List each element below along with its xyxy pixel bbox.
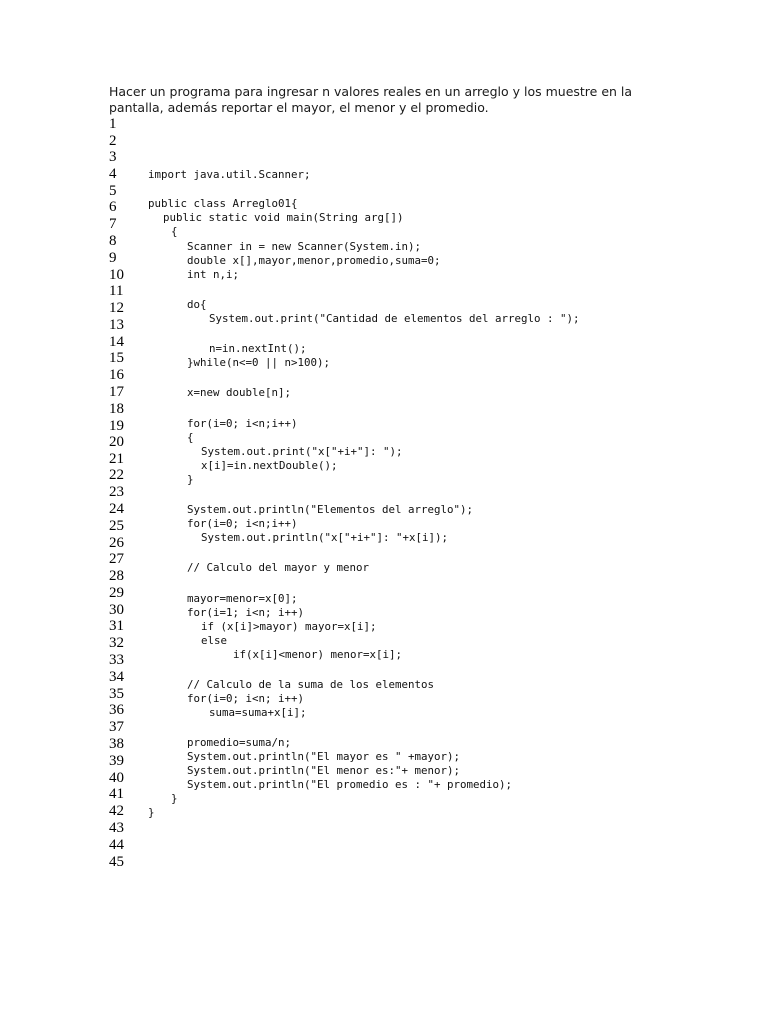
line-number: 40 xyxy=(109,770,124,786)
code-line: for(i=0; i<n;i++) xyxy=(187,517,298,530)
line-number: 35 xyxy=(109,686,124,702)
code-line: int n,i; xyxy=(187,268,240,281)
code-line: }while(n<=0 || n>100); xyxy=(187,356,331,369)
statement-line-2: pantalla, además reportar el mayor, el menor y el promedio. xyxy=(109,100,489,115)
line-number: 15 xyxy=(109,350,124,366)
code-line: } xyxy=(187,473,194,486)
line-number: 13 xyxy=(109,317,124,333)
line-number: 11 xyxy=(109,283,124,299)
code-line: System.out.println("x["+i+"]: "+x[i]); xyxy=(201,531,449,544)
code-line: promedio=suma/n; xyxy=(187,736,292,749)
line-number: 43 xyxy=(109,820,124,836)
code-line: if(x[i]<menor) menor=x[i]; xyxy=(233,648,403,661)
line-number: 16 xyxy=(109,367,124,383)
line-number: 22 xyxy=(109,467,124,483)
code-line: System.out.println("El mayor es " +mayor); xyxy=(187,750,461,763)
line-number: 39 xyxy=(109,753,124,769)
code-line: System.out.print("Cantidad de elementos del arreglo : "); xyxy=(209,312,580,325)
line-number: 21 xyxy=(109,451,124,467)
line-number: 36 xyxy=(109,702,124,718)
statement-line-1: Hacer un programa para ingresar n valores reales en un arreglo y los muestre en la xyxy=(109,84,633,99)
code-line: import java.util.Scanner; xyxy=(148,168,311,181)
line-number: 41 xyxy=(109,786,124,802)
code-line: public static void main(String arg[]) xyxy=(163,211,404,224)
code-line: else xyxy=(201,634,228,647)
code-line: // Calculo de la suma de los elementos xyxy=(187,678,435,691)
code-line: System.out.println("El promedio es : "+ promedio); xyxy=(187,778,513,791)
line-number: 14 xyxy=(109,334,124,350)
line-number: 45 xyxy=(109,854,124,870)
line-number: 26 xyxy=(109,535,124,551)
code-line: for(i=0; i<n;i++) xyxy=(187,417,298,430)
line-number: 2 xyxy=(109,133,117,149)
line-number: 38 xyxy=(109,736,124,752)
line-number: 18 xyxy=(109,401,124,417)
line-number: 23 xyxy=(109,484,124,500)
code-line: x=new double[n]; xyxy=(187,386,292,399)
line-number: 31 xyxy=(109,618,124,634)
line-number: 32 xyxy=(109,635,124,651)
line-number: 44 xyxy=(109,837,124,853)
line-number: 34 xyxy=(109,669,124,685)
line-number: 30 xyxy=(109,602,124,618)
line-number: 17 xyxy=(109,384,124,400)
line-number: 33 xyxy=(109,652,124,668)
line-number: 4 xyxy=(109,166,117,182)
line-number: 5 xyxy=(109,183,117,199)
line-number: 3 xyxy=(109,149,117,165)
code-line: } xyxy=(171,792,178,805)
code-line: { xyxy=(187,431,194,444)
line-number: 37 xyxy=(109,719,124,735)
line-number: 28 xyxy=(109,568,124,584)
line-number: 20 xyxy=(109,434,124,450)
code-line: public class Arreglo01{ xyxy=(148,197,298,210)
code-line: mayor=menor=x[0]; xyxy=(187,592,298,605)
line-number: 6 xyxy=(109,199,117,215)
line-number: 12 xyxy=(109,300,124,316)
code-line: for(i=0; i<n; i++) xyxy=(187,692,305,705)
code-line: System.out.println("El menor es:"+ menor); xyxy=(187,764,461,777)
line-number: 24 xyxy=(109,501,124,517)
line-number: 10 xyxy=(109,267,124,283)
code-line: n=in.nextInt(); xyxy=(209,342,307,355)
line-number: 42 xyxy=(109,803,124,819)
line-number: 27 xyxy=(109,551,124,567)
code-line: suma=suma+x[i]; xyxy=(209,706,307,719)
line-number: 8 xyxy=(109,233,117,249)
line-number: 25 xyxy=(109,518,124,534)
code-line: do{ xyxy=(187,298,207,311)
line-number: 7 xyxy=(109,216,117,232)
line-number: 19 xyxy=(109,418,124,434)
line-number: 9 xyxy=(109,250,117,266)
code-line: { xyxy=(171,225,178,238)
code-line: Scanner in = new Scanner(System.in); xyxy=(187,240,422,253)
line-number: 29 xyxy=(109,585,124,601)
line-number: 1 xyxy=(109,116,117,132)
code-line: for(i=1; i<n; i++) xyxy=(187,606,305,619)
code-line: } xyxy=(148,806,155,819)
code-line: System.out.println("Elementos del arreglo"); xyxy=(187,503,474,516)
code-line: double x[],mayor,menor,promedio,suma=0; xyxy=(187,254,441,267)
code-line: if (x[i]>mayor) mayor=x[i]; xyxy=(201,620,377,633)
code-line: System.out.print("x["+i+"]: "); xyxy=(201,445,403,458)
code-line: // Calculo del mayor y menor xyxy=(187,561,370,574)
exercise-statement xyxy=(109,84,649,116)
code-line: x[i]=in.nextDouble(); xyxy=(201,459,338,472)
